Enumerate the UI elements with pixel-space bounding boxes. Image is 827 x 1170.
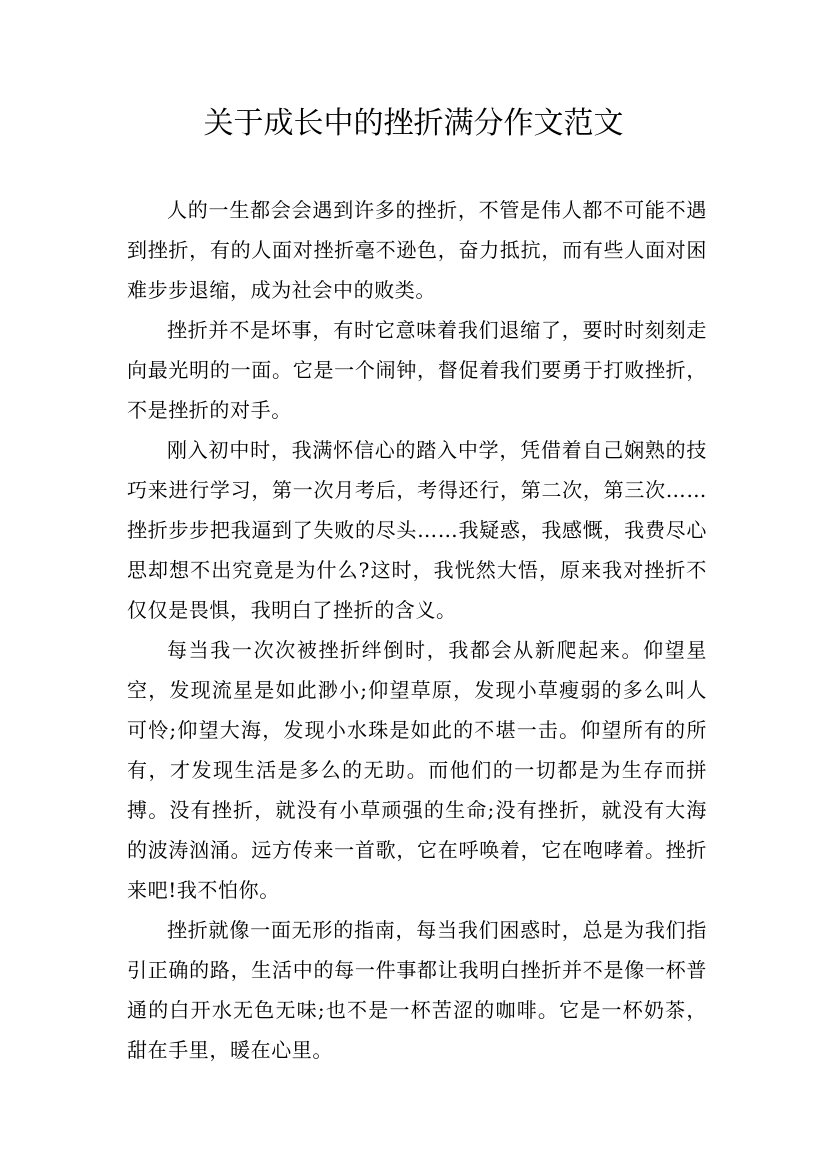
paragraph-4: 每当我一次次被挫折绊倒时，我都会从新爬起来。仰望星空，发现流星是如此渺小;仰望草原，发现小草瘦弱的多么叫人可怜;仰望大海，发现小水珠是如此的不堪一击。仰望所有的所有，才发现生活是多么的无助。而他们的一切都是为生存而拼搏。没有挫折，就没有小草顽强的生命;没有挫折，就没有大海的波涛汹涌。远方传来一首歌，它在呼唤着，它在咆哮着。挫折来吧!我不怕你。 xyxy=(127,638,707,902)
paragraph-3: 刚入初中时，我满怀信心的踏入中学，凭借着自己娴熟的技巧来进行学习，第一次月考后，考得还行，第二次，第三次……挫折步步把我逼到了失败的尽头……我疑惑，我感慨，我费尽心思却想不出究竟是为什么?这时，我恍然大悟，原来我对挫折不仅仅是畏惧，我明白了挫折的含义。 xyxy=(127,438,707,622)
document-body xyxy=(127,190,707,1070)
paragraph-5: 挫折就像一面无形的指南，每当我们困惑时，总是为我们指引正确的路，生活中的每一件事都让我明白挫折并不是像一杯普通的白开水无色无味;也不是一杯苦涩的咖啡。它是一杯奶茶，甜在手里，暖在心里。 xyxy=(127,918,707,1062)
document-title: 关于成长中的挫折满分作文范文 xyxy=(203,106,624,141)
paragraph-1: 人的一生都会会遇到许多的挫折，不管是伟人都不可能不遇到挫折，有的人面对挫折毫不逊色，奋力抵抗，而有些人面对困难步步退缩，成为社会中的败类。 xyxy=(127,198,707,302)
paragraph-2: 挫折并不是坏事，有时它意味着我们退缩了，要时时刻刻走向最光明的一面。它是一个闹钟，督促着我们要勇于打败挫折，不是挫折的对手。 xyxy=(127,318,707,422)
